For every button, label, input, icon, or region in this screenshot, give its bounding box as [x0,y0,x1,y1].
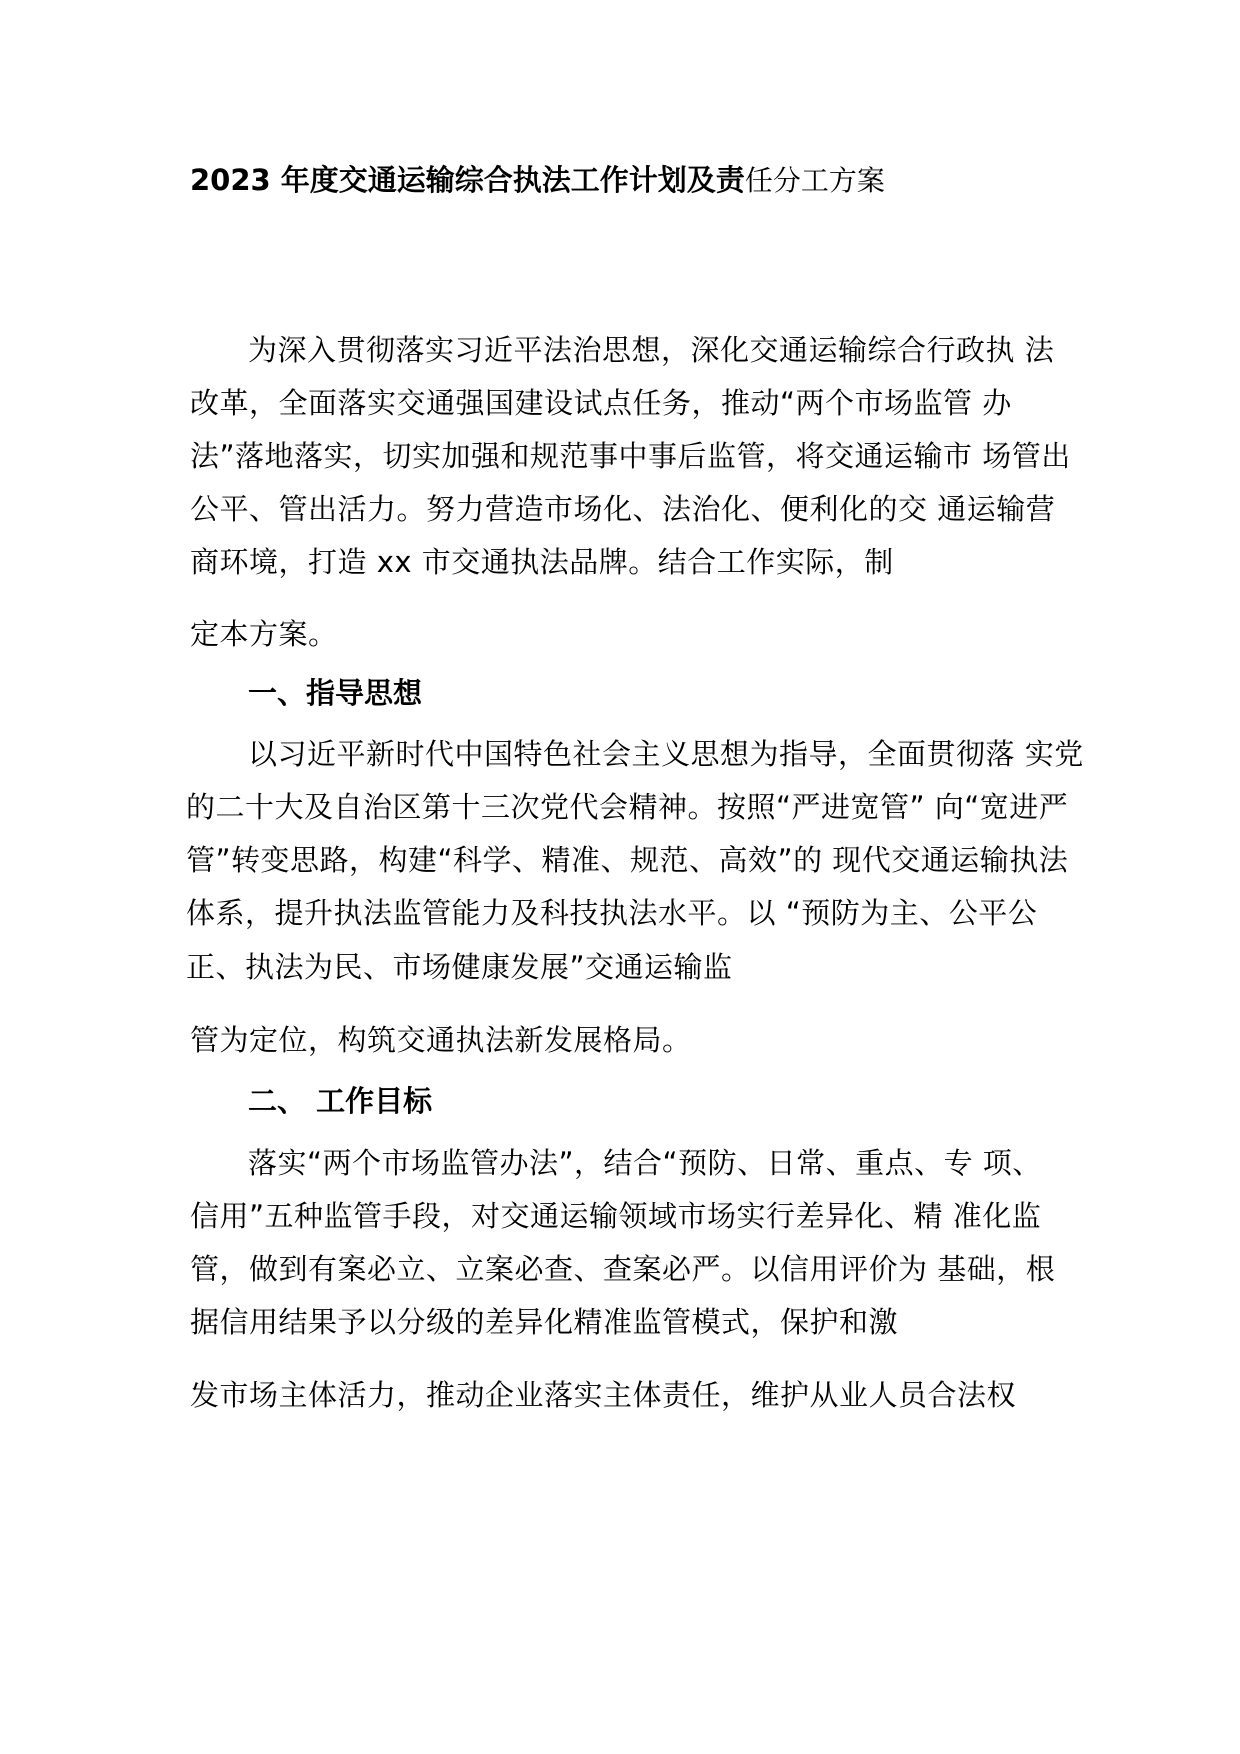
paragraph-3-line-1: 落实“两个市场监管办法”，结合“预防、日常、重点、专 项、 [248,1146,1042,1180]
paragraph-3-line-4: 据信用结果予以分级的差异化精准监管模式，保护和激 [190,1305,899,1339]
paragraph-1-line-3: 法”落地落实，切实加强和规范事中事后监管，将交通运输市 场管出 [190,439,1071,473]
paragraph-1-line-2: 改革，全面落实交通强国建设试点任务，推动“两个市场监管 办 [190,386,1012,420]
paragraph-3-line-5: 发市场主体活力，推动企业落实主体责任，维护从业人员合法权 [190,1378,1017,1412]
section-heading-work-goals: 二、 工作目标 [248,1084,433,1118]
paragraph-3-line-3: 管，做到有案必立、立案必查、查案必严。以信用评价为 基础，根 [190,1252,1056,1286]
paragraph-2-line-4: 体系，提升执法监管能力及科技执法水平。以 “预防为主、公平公 [186,896,1038,930]
document-title [190,162,885,199]
paragraph-2-line-2: 的二十大及自治区第十三次党代会精神。按照“严进宽管” 向“宽进严 [186,790,1069,824]
section-heading-guiding-ideology: 一、指导思想 [248,676,423,710]
title-bold-part: 2023 年度交通运输综合执法工作计划及责 [190,163,745,197]
paragraph-2-line-1: 以习近平新时代中国特色社会主义思想为指导，全面贯彻落 实党 [248,737,1084,771]
paragraph-1-line-5: 商环境，打造 xx 市交通执法品牌。结合工作实际，制 [190,545,894,579]
paragraph-3-line-2: 信用”五种监管手段，对交通运输领域市场实行差异化、精 准化监 [190,1199,1042,1233]
paragraph-2-line-6: 管为定位，构筑交通执法新发展格局。 [190,1023,692,1057]
title-normal-part: 任分工方案 [744,164,885,197]
paragraph-1-line-4: 公平、管出活力。努力营造市场化、法治化、便利化的交 通运输营 [190,492,1056,526]
paragraph-1-line-1: 为深入贯彻落实习近平法治思想，深化交通运输综合行政执 法 [248,333,1055,367]
paragraph-1-line-6: 定本方案。 [190,617,338,651]
paragraph-2-line-5: 正、执法为民、市场健康发展”交通运输监 [186,950,733,984]
paragraph-2-line-3: 管”转变思路，构建“科学、精准、规范、高效”的 现代交通运输执法 [186,843,1069,877]
